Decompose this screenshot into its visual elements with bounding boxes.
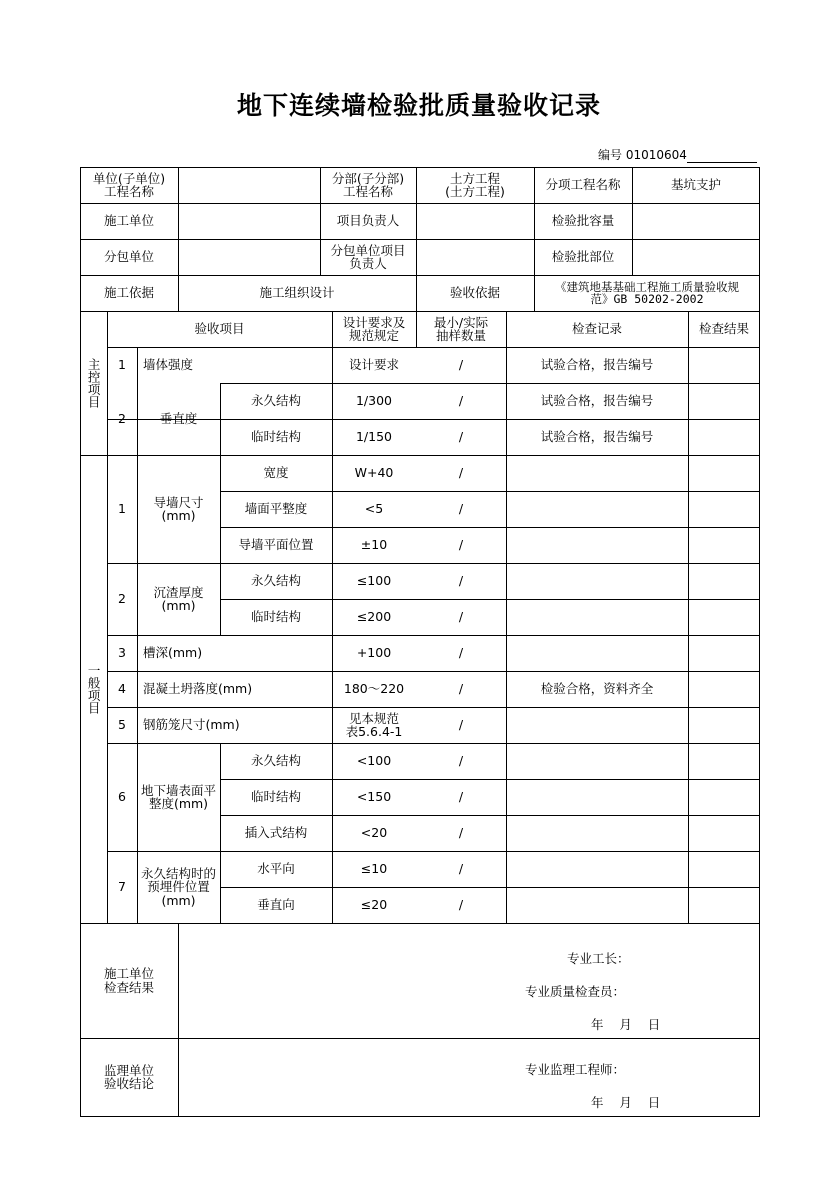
sample-value[interactable]: / (458, 609, 464, 625)
item-no: 1 (118, 501, 126, 517)
sub-item-name: 墙面平整度 (244, 501, 308, 517)
batch-capacity-label: 检验批容量 (551, 213, 615, 229)
construction-check-label: 施工单位 检查结果 (103, 966, 154, 995)
requirement-value: ±10 (360, 537, 388, 553)
subcontract-unit-value[interactable] (178, 239, 320, 275)
col-header-sample: 最小/实际 抽样数量 (433, 314, 489, 343)
main-control-label: 主控项目 (86, 358, 102, 408)
sample-value[interactable]: / (458, 573, 464, 589)
supervising-engineer-signature-label[interactable]: 专业监理工程师： (525, 1062, 626, 1077)
inspection-form-table (80, 167, 760, 1117)
batch-location-label: 检验批部位 (551, 249, 615, 265)
item-name: 永久结构时的 预埋件位置 (mm) (140, 866, 216, 908)
col-header-result: 检查结果 (698, 321, 749, 337)
requirement-value: <150 (356, 789, 392, 805)
item-name: 槽深(mm) (143, 645, 203, 661)
sample-value[interactable]: / (458, 753, 464, 769)
sample-value[interactable]: / (458, 789, 464, 805)
construction-unit-value[interactable] (178, 203, 320, 239)
item-project-value[interactable]: 基坑支护 (670, 177, 721, 193)
sub-item-name: 永久结构 (250, 393, 301, 409)
acceptance-basis-label: 验收依据 (449, 285, 500, 301)
grid-line (178, 923, 179, 1117)
sample-value[interactable]: / (458, 393, 464, 409)
item-name: 导墙尺寸 (mm) (153, 494, 204, 523)
batch-capacity-value[interactable] (632, 203, 760, 239)
sample-value[interactable]: / (458, 645, 464, 661)
requirement-value: ≤10 (360, 861, 388, 877)
requirement-value: <100 (356, 753, 392, 769)
item-no: 5 (118, 717, 126, 733)
grid-line (688, 311, 689, 923)
item-project-label: 分项工程名称 (545, 177, 621, 193)
sub-item-name: 导墙平面位置 (238, 537, 314, 553)
requirement-value: 见本规范 表5.6.4-1 (345, 710, 403, 739)
project-leader-value[interactable] (416, 203, 534, 239)
requirement-value: W+40 (354, 465, 394, 481)
project-leader-label: 项目负责人 (336, 213, 400, 229)
construction-basis-value[interactable]: 施工组织设计 (259, 285, 335, 301)
sample-value[interactable]: / (458, 897, 464, 913)
subcontract-unit-label: 分包单位 (103, 249, 154, 265)
sample-value[interactable]: / (458, 465, 464, 481)
requirement-value: <20 (360, 825, 388, 841)
unit-project-value[interactable] (178, 167, 320, 203)
item-no: 6 (118, 789, 126, 805)
requirement-value: ≤200 (356, 609, 392, 625)
document-number-label: 编号 01010604 (598, 148, 687, 162)
col-header-item: 验收项目 (194, 321, 245, 337)
requirement-value: 180～220 (343, 681, 405, 697)
sub-item-name: 永久结构 (250, 573, 301, 589)
sub-item-name: 临时结构 (250, 789, 301, 805)
item-name: 沉渣厚度 (mm) (153, 584, 204, 613)
grid-line (80, 1038, 760, 1039)
document-number (598, 146, 757, 163)
item-no: 3 (118, 645, 126, 661)
item-no: 4 (118, 681, 126, 697)
requirement-value: +100 (356, 645, 392, 661)
sub-item-name: 宽度 (263, 465, 289, 481)
foreman-signature-label[interactable]: 专业工长： (567, 951, 630, 966)
col-header-requirement: 设计要求及 规范规定 (342, 314, 406, 343)
grid-line (80, 923, 760, 924)
item-name: 地下墙表面平 整度(mm) (140, 782, 216, 811)
requirement-value: ≤100 (356, 573, 392, 589)
quality-inspector-signature-label[interactable]: 专业质量检查员： (525, 984, 626, 999)
sub-item-name: 插入式结构 (244, 825, 308, 841)
requirement-value: 1/300 (355, 393, 393, 409)
check-date[interactable]: 年 月 日 (591, 1017, 661, 1032)
requirement-value: 设计要求 (348, 357, 399, 373)
construction-basis-label: 施工依据 (103, 285, 154, 301)
unit-project-label: 单位(子单位) 工程名称 (92, 170, 166, 199)
subdivision-label: 分部(子分部) 工程名称 (331, 170, 405, 199)
page-title: 地下连续墙检验批质量验收记录 (236, 91, 601, 120)
sample-value[interactable]: / (458, 825, 464, 841)
item-name: 垂直度 (159, 411, 198, 427)
sample-value[interactable]: / (458, 357, 464, 373)
record-value[interactable]: 试验合格，报告编号 (540, 429, 654, 445)
item-no: 2 (118, 411, 126, 427)
requirement-value: ≤20 (360, 897, 388, 913)
sample-value[interactable]: / (458, 501, 464, 517)
item-no: 1 (118, 357, 126, 373)
item-name: 混凝土坍落度(mm) (143, 681, 253, 697)
col-header-record: 检查记录 (571, 321, 622, 337)
sub-item-name: 临时结构 (250, 429, 301, 445)
acceptance-basis-value[interactable]: 《建筑地基基础工程施工质量验收规 范》GB 50202-2002 (555, 279, 739, 306)
supervision-label: 监理单位 验收结论 (103, 1062, 154, 1091)
item-no: 2 (118, 591, 126, 607)
record-value[interactable]: 试验合格，报告编号 (540, 393, 654, 409)
sub-item-name: 水平向 (257, 861, 295, 877)
general-items-label: 一般项目 (86, 664, 102, 714)
sample-value[interactable]: / (458, 681, 464, 697)
requirement-value: <5 (364, 501, 384, 517)
subcontract-leader-value[interactable] (416, 239, 534, 275)
sample-value[interactable]: / (458, 717, 464, 733)
sample-value[interactable]: / (458, 861, 464, 877)
item-name: 钢筋笼尺寸(mm) (143, 717, 240, 733)
sample-value[interactable]: / (458, 537, 464, 553)
record-value[interactable]: 试验合格，报告编号 (540, 357, 654, 373)
sub-item-name: 垂直向 (257, 897, 295, 913)
item-name: 墙体强度 (143, 357, 194, 373)
item-no: 7 (118, 879, 126, 895)
construction-unit-label: 施工单位 (103, 213, 154, 229)
record-value[interactable]: 检验合格，资料齐全 (540, 681, 654, 697)
sample-value[interactable]: / (458, 429, 464, 445)
supervision-date[interactable]: 年 月 日 (591, 1095, 661, 1110)
sub-item-name: 永久结构 (250, 753, 301, 769)
subcontract-leader-label: 分包单位项目 负责人 (330, 242, 406, 271)
sub-item-name: 临时结构 (250, 609, 301, 625)
grid-line (80, 1116, 760, 1117)
batch-location-value[interactable] (632, 239, 760, 275)
requirement-value: 1/150 (355, 429, 393, 445)
subdivision-value[interactable]: 土方工程 (土方工程) (445, 170, 505, 199)
document-number-blank (687, 150, 757, 163)
